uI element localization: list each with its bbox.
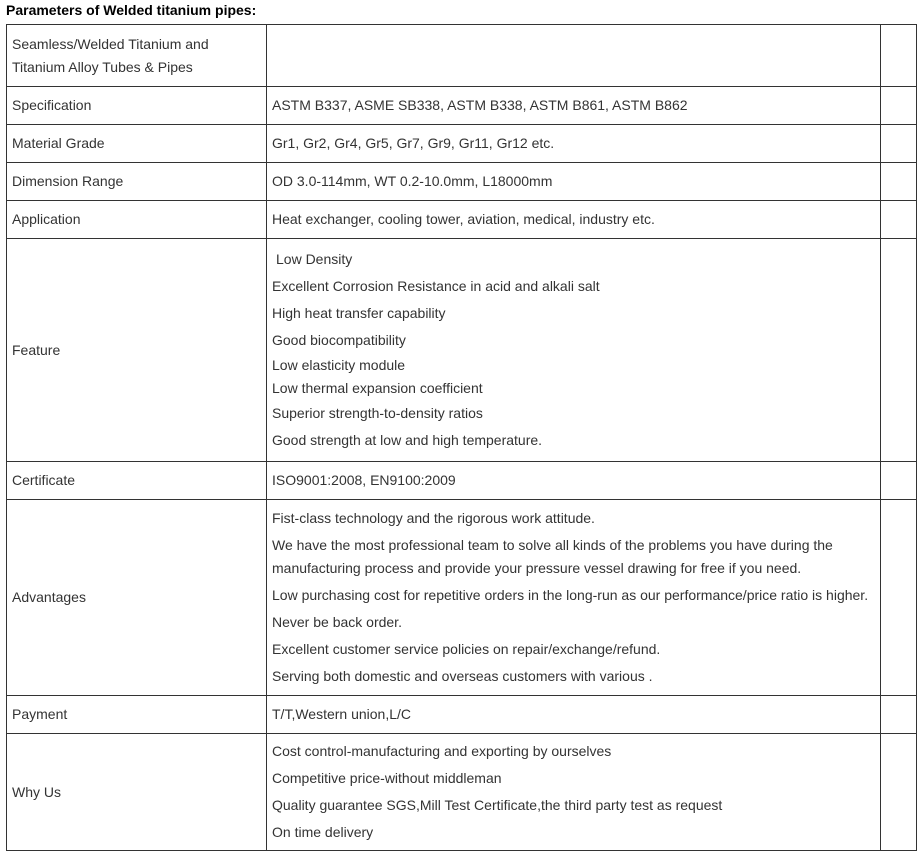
row-value: ISO9001:2008, EN9100:2009 (267, 462, 881, 500)
empty-cell (881, 734, 917, 851)
row-value-list (267, 500, 881, 696)
empty-cell (881, 696, 917, 734)
table-row (7, 500, 917, 696)
list-item: Never be back order. (272, 614, 402, 630)
list-item: Low Density (276, 251, 353, 267)
row-value: Gr1, Gr2, Gr4, Gr5, Gr7, Gr9, Gr11, Gr12 etc. (267, 125, 881, 163)
list-item: Good strength at low and high temperature. (272, 432, 543, 448)
list-item: High heat transfer capability (272, 305, 446, 321)
empty-cell (881, 201, 917, 239)
empty-cell (881, 462, 917, 500)
empty-cell (881, 125, 917, 163)
table-row (7, 125, 917, 163)
list-item: Low elasticity module (272, 357, 406, 373)
table-row (7, 239, 917, 462)
row-label: Feature (7, 239, 267, 462)
empty-cell (881, 500, 917, 696)
row-label: Material Grade (7, 125, 267, 163)
table-row (7, 734, 917, 851)
row-label: Seamless/Welded Titanium and Titanium Alloy Tubes & Pipes (7, 25, 267, 87)
row-label: Certificate (7, 462, 267, 500)
row-label: Advantages (7, 500, 267, 696)
empty-cell (881, 25, 917, 87)
page-title: Parameters of Welded titanium pipes: (6, 2, 257, 18)
table-row (7, 163, 917, 201)
list-item: Cost control-manufacturing and exporting by ourselves (272, 743, 612, 759)
empty-cell (881, 163, 917, 201)
list-item: Fist-class technology and the rigorous work attitude. (272, 510, 595, 526)
row-label: Dimension Range (7, 163, 267, 201)
table-row (7, 201, 917, 239)
list-item: Excellent customer service policies on repair/exchange/refund. (272, 641, 661, 657)
list-item: Quality guarantee SGS,Mill Test Certificate,the third party test as request (272, 797, 723, 813)
table-row (7, 462, 917, 500)
row-label: Specification (7, 87, 267, 125)
list-item: Competitive price-without middleman (272, 770, 502, 786)
table-row (7, 25, 917, 87)
row-value: T/T,Western union,L/C (267, 696, 881, 734)
row-value: Heat exchanger, cooling tower, aviation, medical, industry etc. (267, 201, 881, 239)
row-label: Payment (7, 696, 267, 734)
list-item: Superior strength-to-density ratios (272, 405, 483, 421)
empty-cell (881, 239, 917, 462)
row-value-list (267, 734, 881, 851)
list-item: Low purchasing cost for repetitive orders in the long-run as our performance/price ratio is higher. (272, 587, 869, 603)
row-label: Application (7, 201, 267, 239)
table-row (7, 696, 917, 734)
list-item: Good biocompatibility (272, 332, 406, 348)
row-value (267, 25, 881, 87)
list-item: On time delivery (272, 824, 374, 840)
parameters-table (6, 24, 917, 851)
list-item: Serving both domestic and overseas customers with various . (272, 668, 653, 684)
empty-cell (881, 87, 917, 125)
list-item: We have the most professional team to solve all kinds of the problems you have during the manufacturing process and provide your pressure vessel drawing for free if you need. (272, 537, 833, 576)
row-value: ASTM B337, ASME SB338, ASTM B338, ASTM B861, ASTM B862 (267, 87, 881, 125)
table-row (7, 87, 917, 125)
row-label: Why Us (7, 734, 267, 851)
list-item: Low thermal expansion coefficient (272, 380, 483, 396)
row-value-list (267, 239, 881, 462)
row-value: OD 3.0-114mm, WT 0.2-10.0mm, L18000mm (267, 163, 881, 201)
list-item: Excellent Corrosion Resistance in acid and alkali salt (272, 278, 600, 294)
